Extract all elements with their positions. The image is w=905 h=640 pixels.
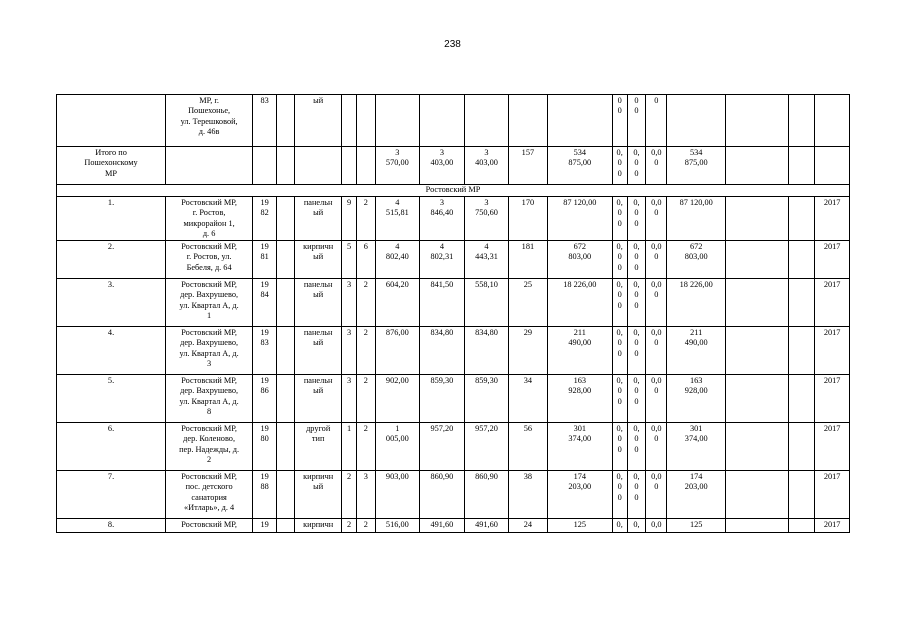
- completion-year-cell: 2017: [815, 423, 850, 471]
- address-cell: Ростовский МР, дер. Коленово, пер. Надежды, д. 2: [166, 423, 253, 471]
- total-area-cell: 4 515,81: [375, 197, 419, 241]
- fund-share-cell: 0, 0 0: [612, 279, 627, 327]
- total-cost-cell: 534 875,00: [547, 147, 612, 185]
- owners-funds-cell: 163 928,00: [667, 375, 726, 423]
- completion-year-cell: [815, 95, 850, 147]
- living-area-cell: 860,90: [419, 471, 464, 519]
- total-area-cell: 902,00: [375, 375, 419, 423]
- page-number: 238: [444, 39, 461, 50]
- wall-material-cell: другой тип: [295, 423, 342, 471]
- table-row: [57, 375, 850, 423]
- total-area-cell: 3 570,00: [375, 147, 419, 185]
- total-cost-cell: [547, 95, 612, 147]
- residential-area-cell: 3 750,60: [464, 197, 508, 241]
- floors-cell: [342, 95, 357, 147]
- residents-cell: 157: [509, 147, 548, 185]
- row-number-cell: 1.: [57, 197, 166, 241]
- floors-cell: 9: [342, 197, 357, 241]
- wall-material-cell: кирпичн ый: [295, 471, 342, 519]
- municipal-share-cell: 0,0 0: [646, 197, 667, 241]
- table-row: [57, 279, 850, 327]
- total-area-cell: 903,00: [375, 471, 419, 519]
- total-area-cell: 1 005,00: [375, 423, 419, 471]
- fund-share-cell: 0, 0 0: [612, 241, 627, 279]
- entrances-cell: 2: [356, 519, 375, 533]
- table-row: [57, 327, 850, 375]
- empty-cell: [726, 197, 789, 241]
- row-number-cell: 4.: [57, 327, 166, 375]
- total-cost-cell: 87 120,00: [547, 197, 612, 241]
- regional-share-cell: 0, 0 0: [627, 327, 646, 375]
- owners-funds-cell: 174 203,00: [667, 471, 726, 519]
- floors-cell: 1: [342, 423, 357, 471]
- completion-year-cell: 2017: [815, 279, 850, 327]
- owners-funds-cell: 672 803,00: [667, 241, 726, 279]
- build-year-cell: 19 86: [253, 375, 277, 423]
- empty-cell: [277, 241, 295, 279]
- empty-cell: [277, 197, 295, 241]
- empty-cell: [726, 279, 789, 327]
- entrances-cell: 2: [356, 375, 375, 423]
- empty-cell: [789, 147, 815, 185]
- living-area-cell: 957,20: [419, 423, 464, 471]
- build-year-cell: 19 80: [253, 423, 277, 471]
- empty-cell: [277, 423, 295, 471]
- residential-area-cell: 834,80: [464, 327, 508, 375]
- completion-year-cell: 2017: [815, 241, 850, 279]
- total-area-cell: 876,00: [375, 327, 419, 375]
- address-cell: Ростовский МР, г. Ростов, ул. Бебеля, д. 64: [166, 241, 253, 279]
- residential-area-cell: 3 403,00: [464, 147, 508, 185]
- completion-year-cell: 2017: [815, 375, 850, 423]
- total-cost-cell: 211 490,00: [547, 327, 612, 375]
- regional-share-cell: 0, 0 0: [627, 423, 646, 471]
- living-area-cell: 834,80: [419, 327, 464, 375]
- total-cost-cell: 672 803,00: [547, 241, 612, 279]
- completion-year-cell: 2017: [815, 197, 850, 241]
- entrances-cell: 2: [356, 327, 375, 375]
- build-year-cell: 83: [253, 95, 277, 147]
- table-row: [57, 423, 850, 471]
- living-area-cell: [419, 95, 464, 147]
- address-cell: Ростовский МР, дер. Вахрушево, ул. Квартал А, д. 1: [166, 279, 253, 327]
- empty-cell: [277, 95, 295, 147]
- entrances-cell: 2: [356, 423, 375, 471]
- residential-area-cell: 860,90: [464, 471, 508, 519]
- floors-cell: 2: [342, 471, 357, 519]
- floors-cell: 3: [342, 375, 357, 423]
- wall-material-cell: панельн ый: [295, 375, 342, 423]
- empty-cell: [789, 375, 815, 423]
- living-area-cell: 4 802,31: [419, 241, 464, 279]
- entrances-cell: [356, 147, 375, 185]
- residents-cell: 29: [509, 327, 548, 375]
- address-cell: МР, г. Пошехонье, ул. Терешковой, д. 46в: [166, 95, 253, 147]
- empty-cell: [277, 471, 295, 519]
- region-header: Ростовский МР: [57, 185, 850, 197]
- floors-cell: 5: [342, 241, 357, 279]
- regional-share-cell: 0, 0 0: [627, 241, 646, 279]
- empty-cell: [726, 241, 789, 279]
- residents-cell: 181: [509, 241, 548, 279]
- residents-cell: 34: [509, 375, 548, 423]
- address-cell: Ростовский МР,: [166, 519, 253, 533]
- total-cost-cell: 174 203,00: [547, 471, 612, 519]
- fund-share-cell: 0,: [612, 519, 627, 533]
- table-row: [57, 197, 850, 241]
- total-cost-cell: 163 928,00: [547, 375, 612, 423]
- wall-material-cell: кирпичн ый: [295, 241, 342, 279]
- municipal-share-cell: 0,0 0: [646, 423, 667, 471]
- address-cell: Ростовский МР, г. Ростов, микрорайон 1, д. 6: [166, 197, 253, 241]
- build-year-cell: [253, 147, 277, 185]
- floors-cell: 2: [342, 519, 357, 533]
- owners-funds-cell: 301 374,00: [667, 423, 726, 471]
- wall-material-cell: ый: [295, 95, 342, 147]
- entrances-cell: 3: [356, 471, 375, 519]
- wall-material-cell: панельн ый: [295, 279, 342, 327]
- entrances-cell: 2: [356, 197, 375, 241]
- fund-share-cell: 0, 0 0: [612, 327, 627, 375]
- living-area-cell: 491,60: [419, 519, 464, 533]
- empty-cell: [726, 95, 789, 147]
- entrances-cell: [356, 95, 375, 147]
- build-year-cell: 19: [253, 519, 277, 533]
- completion-year-cell: 2017: [815, 327, 850, 375]
- fund-share-cell: 0, 0 0: [612, 423, 627, 471]
- wall-material-cell: панельн ый: [295, 327, 342, 375]
- address-cell: Ростовский МР, дер. Вахрушево, ул. Квартал А, д. 8: [166, 375, 253, 423]
- row-number-cell: 2.: [57, 241, 166, 279]
- floors-cell: 3: [342, 327, 357, 375]
- owners-funds-cell: [667, 95, 726, 147]
- municipal-share-cell: 0,0 0: [646, 327, 667, 375]
- municipal-share-cell: 0,0 0: [646, 241, 667, 279]
- empty-cell: [726, 471, 789, 519]
- row-number-cell: 8.: [57, 519, 166, 533]
- empty-cell: [789, 327, 815, 375]
- completion-year-cell: 2017: [815, 471, 850, 519]
- total-area-cell: [375, 95, 419, 147]
- regional-share-cell: 0,: [627, 519, 646, 533]
- completion-year-cell: [815, 147, 850, 185]
- completion-year-cell: 2017: [815, 519, 850, 533]
- entrances-cell: 2: [356, 279, 375, 327]
- empty-cell: [726, 327, 789, 375]
- empty-cell: [789, 279, 815, 327]
- row-number-cell: 7.: [57, 471, 166, 519]
- empty-cell: [726, 147, 789, 185]
- regional-share-cell: 0, 0 0: [627, 471, 646, 519]
- owners-funds-cell: 211 490,00: [667, 327, 726, 375]
- row-number-cell: 3.: [57, 279, 166, 327]
- living-area-cell: 3 846,40: [419, 197, 464, 241]
- fund-share-cell: 0 0: [612, 95, 627, 147]
- fund-share-cell: 0, 0 0: [612, 147, 627, 185]
- address-cell: Ростовский МР, пос. детского санатория «Итларь», д. 4: [166, 471, 253, 519]
- table-row: [57, 519, 850, 533]
- wall-material-cell: [295, 147, 342, 185]
- municipal-share-cell: 0,0 0: [646, 279, 667, 327]
- total-area-cell: 4 802,40: [375, 241, 419, 279]
- municipal-share-cell: 0,0 0: [646, 471, 667, 519]
- owners-funds-cell: 18 226,00: [667, 279, 726, 327]
- build-year-cell: 19 82: [253, 197, 277, 241]
- residents-cell: 24: [509, 519, 548, 533]
- owners-funds-cell: 87 120,00: [667, 197, 726, 241]
- total-area-cell: 516,00: [375, 519, 419, 533]
- total-cost-cell: 301 374,00: [547, 423, 612, 471]
- residential-area-cell: 4 443,31: [464, 241, 508, 279]
- regional-share-cell: 0, 0 0: [627, 147, 646, 185]
- empty-cell: [726, 519, 789, 533]
- empty-cell: [789, 423, 815, 471]
- fund-share-cell: 0, 0 0: [612, 375, 627, 423]
- residents-cell: 56: [509, 423, 548, 471]
- build-year-cell: 19 81: [253, 241, 277, 279]
- municipal-share-cell: 0: [646, 95, 667, 147]
- address-cell: Ростовский МР, дер. Вахрушево, ул. Квартал А, д. 3: [166, 327, 253, 375]
- table-row: [57, 471, 850, 519]
- empty-cell: [789, 95, 815, 147]
- fund-share-cell: 0, 0 0: [612, 197, 627, 241]
- empty-cell: [277, 375, 295, 423]
- row-number-cell: Итого по Пошехонскому МР: [57, 147, 166, 185]
- owners-funds-cell: 125: [667, 519, 726, 533]
- build-year-cell: 19 84: [253, 279, 277, 327]
- residents-cell: 25: [509, 279, 548, 327]
- empty-cell: [726, 423, 789, 471]
- wall-material-cell: панельн ый: [295, 197, 342, 241]
- build-year-cell: 19 88: [253, 471, 277, 519]
- regional-share-cell: 0, 0 0: [627, 375, 646, 423]
- municipal-share-cell: 0,0: [646, 519, 667, 533]
- regional-share-cell: 0, 0 0: [627, 279, 646, 327]
- living-area-cell: 3 403,00: [419, 147, 464, 185]
- empty-cell: [789, 241, 815, 279]
- total-cost-cell: 18 226,00: [547, 279, 612, 327]
- empty-cell: [789, 519, 815, 533]
- empty-cell: [277, 147, 295, 185]
- region-header-row: [57, 185, 850, 197]
- housing-repair-table: [56, 94, 850, 533]
- empty-cell: [277, 279, 295, 327]
- regional-share-cell: 0, 0 0: [627, 197, 646, 241]
- owners-funds-cell: 534 875,00: [667, 147, 726, 185]
- residents-cell: [509, 95, 548, 147]
- table-row: [57, 95, 850, 147]
- table-row: [57, 147, 850, 185]
- total-area-cell: 604,20: [375, 279, 419, 327]
- municipal-share-cell: 0,0 0: [646, 375, 667, 423]
- residential-area-cell: 491,60: [464, 519, 508, 533]
- floors-cell: [342, 147, 357, 185]
- address-cell: [166, 147, 253, 185]
- residential-area-cell: [464, 95, 508, 147]
- empty-cell: [789, 197, 815, 241]
- empty-cell: [277, 327, 295, 375]
- entrances-cell: 6: [356, 241, 375, 279]
- table-row: [57, 241, 850, 279]
- living-area-cell: 859,30: [419, 375, 464, 423]
- residents-cell: 170: [509, 197, 548, 241]
- residents-cell: 38: [509, 471, 548, 519]
- empty-cell: [789, 471, 815, 519]
- floors-cell: 3: [342, 279, 357, 327]
- fund-share-cell: 0, 0 0: [612, 471, 627, 519]
- regional-share-cell: 0 0: [627, 95, 646, 147]
- wall-material-cell: кирпичн: [295, 519, 342, 533]
- build-year-cell: 19 83: [253, 327, 277, 375]
- empty-cell: [726, 375, 789, 423]
- residential-area-cell: 859,30: [464, 375, 508, 423]
- municipal-share-cell: 0,0 0: [646, 147, 667, 185]
- residential-area-cell: 957,20: [464, 423, 508, 471]
- row-number-cell: [57, 95, 166, 147]
- empty-cell: [277, 519, 295, 533]
- row-number-cell: 5.: [57, 375, 166, 423]
- residential-area-cell: 558,10: [464, 279, 508, 327]
- total-cost-cell: 125: [547, 519, 612, 533]
- living-area-cell: 841,50: [419, 279, 464, 327]
- row-number-cell: 6.: [57, 423, 166, 471]
